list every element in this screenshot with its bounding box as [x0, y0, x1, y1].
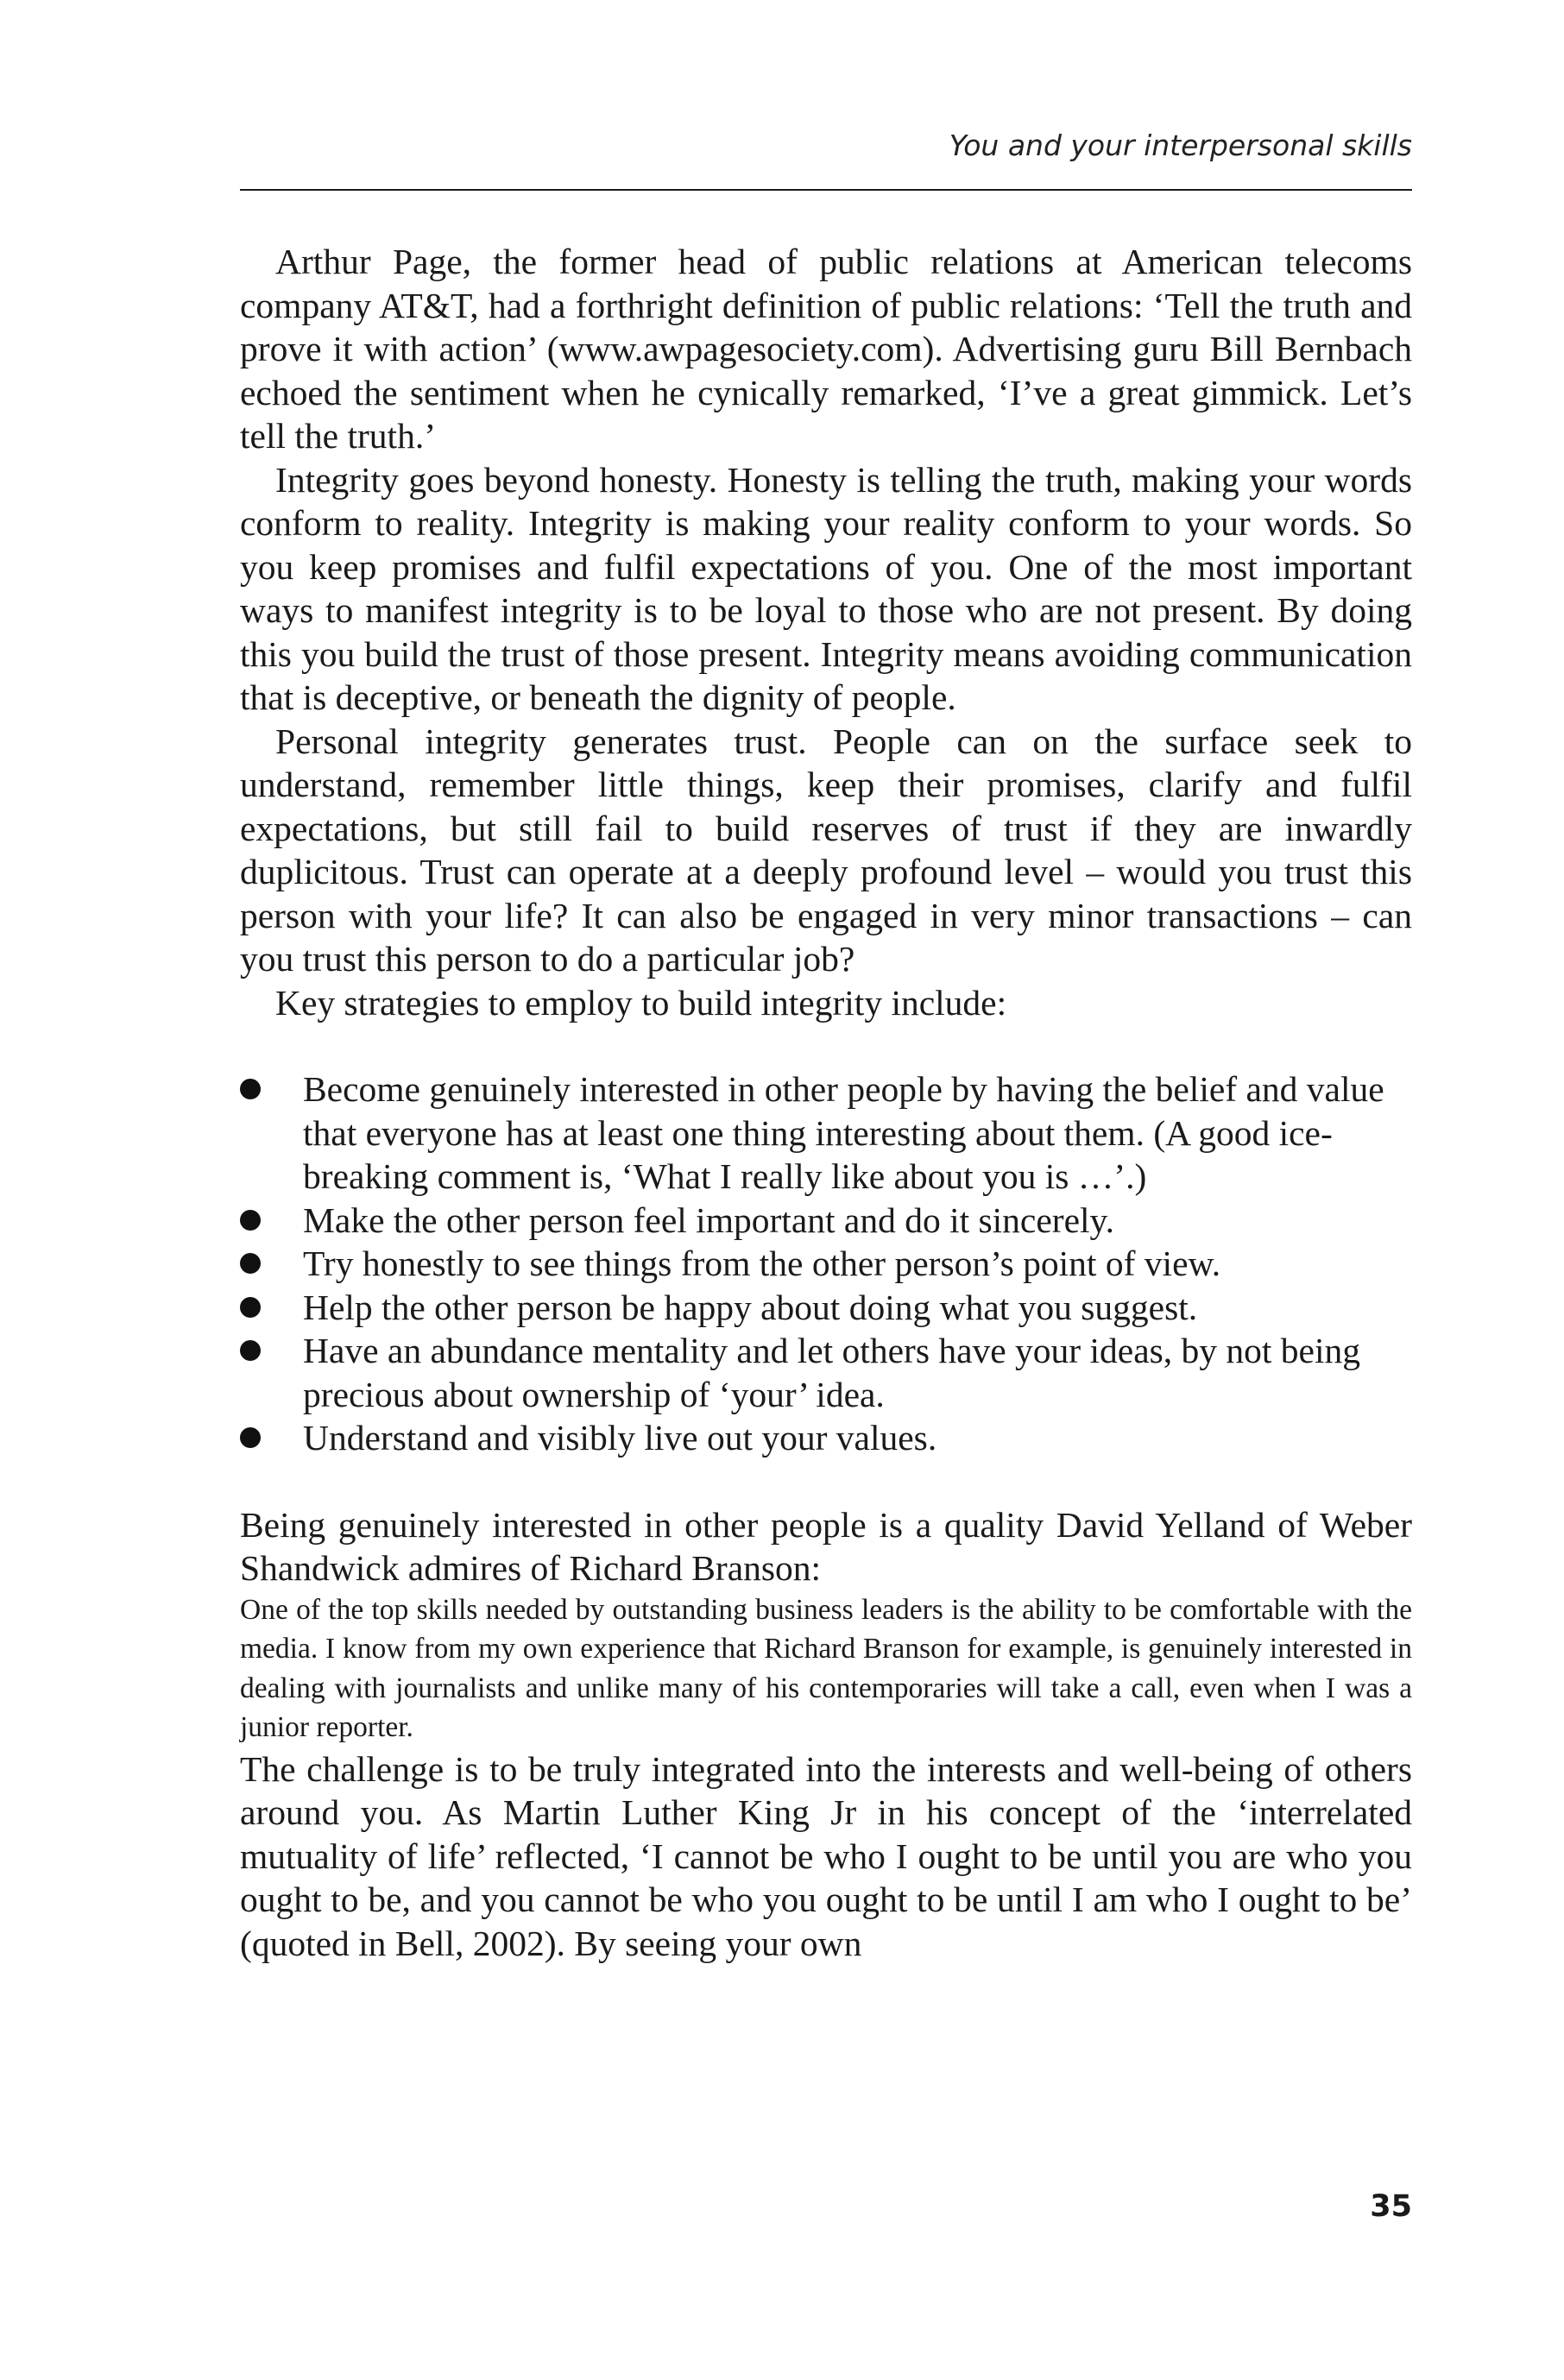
block-quote: One of the top skills needed by outstanding business leaders is the ability to be comfortable with the media. I know from my own experience that Richard Branson for example, is genuinely interested in dealing with journalists and unlike many of his contemporaries will take a call, even when I was a junior reporter. — [240, 1593, 1412, 1743]
list-item — [240, 1329, 1412, 1416]
paragraph-integrity: Integrity goes beyond honesty. Honesty is telling the truth, making your words conform to reality. Integrity is making your reality conform to your words. So you keep promises and fulfil expectations of you. One of the most important ways to manifest integrity is to be loyal to those who are not present. By doing this you build the trust of those present. Integrity means avoiding communication that is deceptive, or beneath the dignity of people. — [240, 459, 1412, 717]
bullet-icon — [240, 1210, 261, 1231]
list-item — [240, 1286, 1412, 1330]
list-item — [240, 1242, 1412, 1286]
page-number: 35 — [1370, 2189, 1412, 2224]
list-item — [240, 1067, 1412, 1199]
body-text — [240, 240, 1412, 1965]
bullet-icon — [240, 1427, 261, 1448]
list-item — [240, 1199, 1412, 1243]
list-item — [240, 1416, 1412, 1460]
list-item-text: Try honestly to see things from the other person’s point of view. — [303, 1244, 1221, 1283]
paragraph-arthur-page: Arthur Page, the former head of public relations at American telecoms company AT&T, had a forthright definition of public relations: ‘Tell the truth and prove it with action’ (www.awpagesociety.com). Advertising guru Bill Bernbach echoed the sentiment when he cynically remarked, ‘I’ve a great gimmick. Let’s tell the truth.’ — [240, 242, 1412, 456]
bullet-icon — [240, 1079, 261, 1099]
list-item-text: Have an abundance mentality and let others have your ideas, by not being precious about ownership of ‘your’ idea. — [303, 1331, 1360, 1414]
list-item-text: Make the other person feel important and do it sincerely. — [303, 1199, 1114, 1240]
paragraph-key-strategies: Key strategies to employ to build integrity include: — [275, 982, 1007, 1023]
paragraph-yelland-intro: Being genuinely interested in other people is a quality David Yelland of Weber Shandwick admires of Richard Branson: — [240, 1504, 1412, 1588]
header-rule — [240, 189, 1412, 191]
paragraph-personal-integrity: Personal integrity generates trust. People can on the surface seek to understand, remember little things, keep their promises, clarify and fulfil expectations, but still fail to build reserves of trust if they are inwardly duplicitous. Trust can operate at a deeply profound level – would you trust this person with your life? It can also be engaged in very minor transactions – can you trust this person to do a particular job? — [240, 721, 1412, 979]
paragraph-challenge: The challenge is to be truly integrated into the interests and well-being of others around you. As Martin Luther King Jr in his concept of the ‘interrelated mutuality of life’ reflected, ‘I cannot be who I ought to be until you are who you ought to be, and you cannot be who you ought to be until I am who I ought to be’ (quoted in Bell, 2002). By seeing your own — [240, 1748, 1412, 1963]
bullet-icon — [240, 1340, 261, 1361]
strategies-list — [240, 1067, 1412, 1460]
list-item-text: Become genuinely interested in other people by having the belief and value that everyone has at least one thing interesting about them. (A good ice-breaking comment is, ‘What I really like about you is …’.) — [303, 1069, 1384, 1196]
running-head: You and your interpersonal skills — [949, 129, 1412, 162]
list-item-text: Help the other person be happy about doing what you suggest. — [303, 1287, 1198, 1327]
list-item-text: Understand and visibly live out your values. — [303, 1418, 937, 1458]
bullet-icon — [240, 1297, 261, 1318]
bullet-icon — [240, 1253, 261, 1274]
